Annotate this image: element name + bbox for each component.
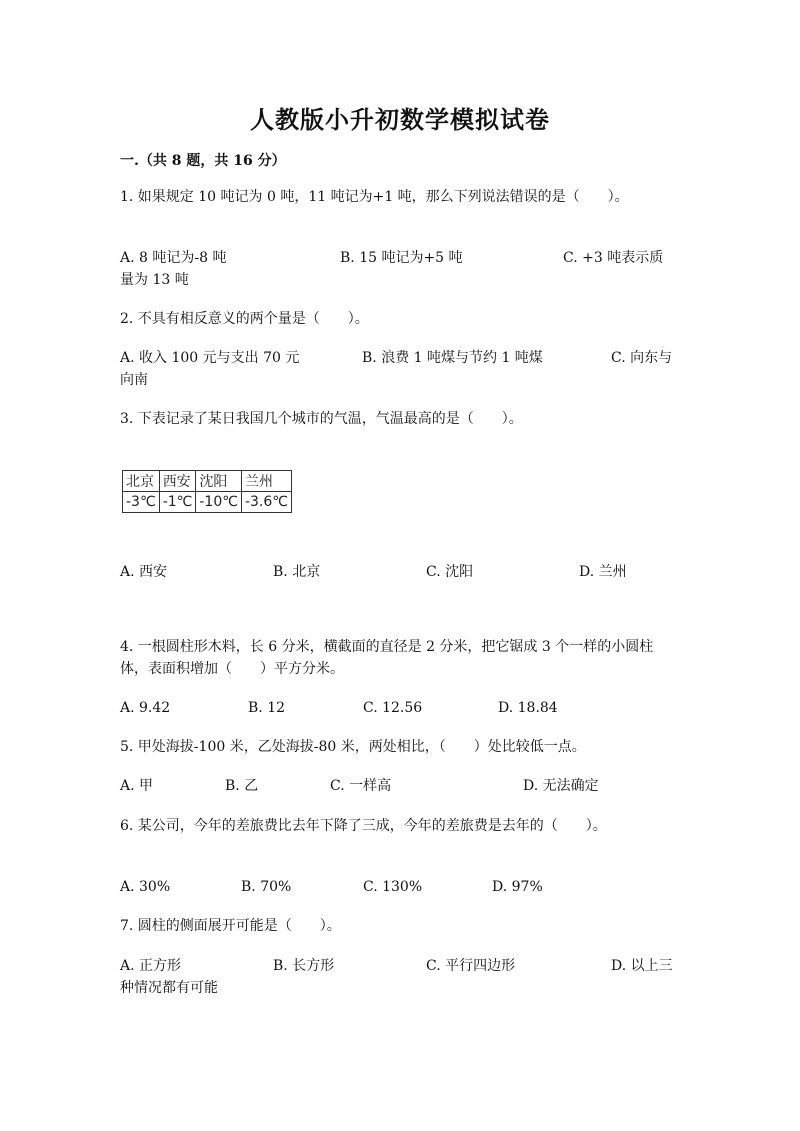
question-7-option-c[interactable]: C. 平行四边形 <box>426 958 516 974</box>
question-2-options <box>120 347 680 369</box>
question-5-option-b[interactable]: B. 乙 <box>225 778 259 794</box>
question-7-option-a[interactable]: A. 正方形 <box>120 958 182 974</box>
question-5-option-a[interactable]: A. 甲 <box>120 778 154 794</box>
temperature-table <box>122 470 292 513</box>
question-6-option-c[interactable]: C. 130% <box>363 879 423 895</box>
question-4-option-b[interactable]: B. 12 <box>248 700 286 716</box>
question-1-option-c-continued: 量为 13 吨 <box>120 272 189 288</box>
table-cell: -3℃ <box>123 492 160 513</box>
question-7-options <box>120 955 680 977</box>
question-1-options <box>120 247 680 269</box>
question-3-option-a[interactable]: A. 西安 <box>120 564 168 580</box>
question-4-text: 4. 一根圆柱形木料，长 6 分米，横截面的直径是 2 分米，把它锯成 3 个一样的小圆柱体，表面积增加（ ）平方分米。 <box>120 639 654 677</box>
table-cell: -1℃ <box>159 492 196 513</box>
table-row <box>123 492 292 513</box>
question-2-option-c[interactable]: C. 向东与 <box>611 350 673 366</box>
question-7-text: 7. 圆柱的侧面展开可能是（ ）。 <box>120 918 341 934</box>
question-3-options <box>120 561 680 583</box>
question-6-option-d[interactable]: D. 97% <box>492 879 543 895</box>
question-7-option-d[interactable]: D. 以上三 <box>611 958 673 974</box>
question-2-option-c-continued: 向南 <box>120 372 148 388</box>
question-4-option-a[interactable]: A. 9.42 <box>120 700 171 716</box>
question-2-text: 2. 不具有相反意义的两个量是（ ）。 <box>120 311 369 327</box>
question-4-option-d[interactable]: D. 18.84 <box>498 700 558 716</box>
question-6-option-a[interactable]: A. 30% <box>120 879 171 895</box>
question-4-option-c[interactable]: C. 12.56 <box>363 700 423 716</box>
page-title: 人教版小升初数学模拟试卷 <box>250 105 550 134</box>
table-header-cell: 西安 <box>159 471 196 492</box>
question-5-option-d[interactable]: D. 无法确定 <box>523 778 599 794</box>
question-6-text: 6. 某公司，今年的差旅费比去年下降了三成，今年的差旅费是去年的（ ）。 <box>120 818 607 834</box>
question-1-option-b[interactable]: B. 15 吨记为+5 吨 <box>340 250 463 266</box>
question-5-text: 5. 甲处海拔-100 米，乙处海拔-80 米，两处相比，（ ）处比较低一点。 <box>120 739 586 755</box>
question-3-option-d[interactable]: D. 兰州 <box>579 564 627 580</box>
question-1-option-a[interactable]: A. 8 吨记为-8 吨 <box>120 250 227 266</box>
question-2-option-b[interactable]: B. 浪费 1 吨煤与节约 1 吨煤 <box>362 350 543 366</box>
table-header-row <box>123 471 292 492</box>
table-header-cell: 北京 <box>123 471 160 492</box>
question-7-option-b[interactable]: B. 长方形 <box>273 958 335 974</box>
table-cell: -10℃ <box>196 492 242 513</box>
table-header-cell: 兰州 <box>241 471 291 492</box>
section-heading: 一.（共 8 题，共 16 分） <box>120 153 286 169</box>
question-5-option-c[interactable]: C. 一样高 <box>330 778 392 794</box>
question-7-option-d-continued: 种情况都有可能 <box>120 980 218 996</box>
table-header-cell: 沈阳 <box>196 471 242 492</box>
question-1-text: 1. 如果规定 10 吨记为 0 吨，11 吨记为+1 吨，那么下列说法错误的是（ ）。 <box>120 189 629 205</box>
question-6-options <box>120 876 680 898</box>
question-3-text: 3. 下表记录了某日我国几个城市的气温，气温最高的是（ ）。 <box>120 411 523 427</box>
table-cell: -3.6℃ <box>241 492 291 513</box>
question-3-option-c[interactable]: C. 沈阳 <box>426 564 474 580</box>
question-3-option-b[interactable]: B. 北京 <box>273 564 321 580</box>
question-2-option-a[interactable]: A. 收入 100 元与支出 70 元 <box>120 350 300 366</box>
question-4-options <box>120 697 680 719</box>
question-6-option-b[interactable]: B. 70% <box>241 879 292 895</box>
question-1-option-c[interactable]: C. +3 吨表示质 <box>563 250 664 266</box>
question-5-options <box>120 775 680 797</box>
